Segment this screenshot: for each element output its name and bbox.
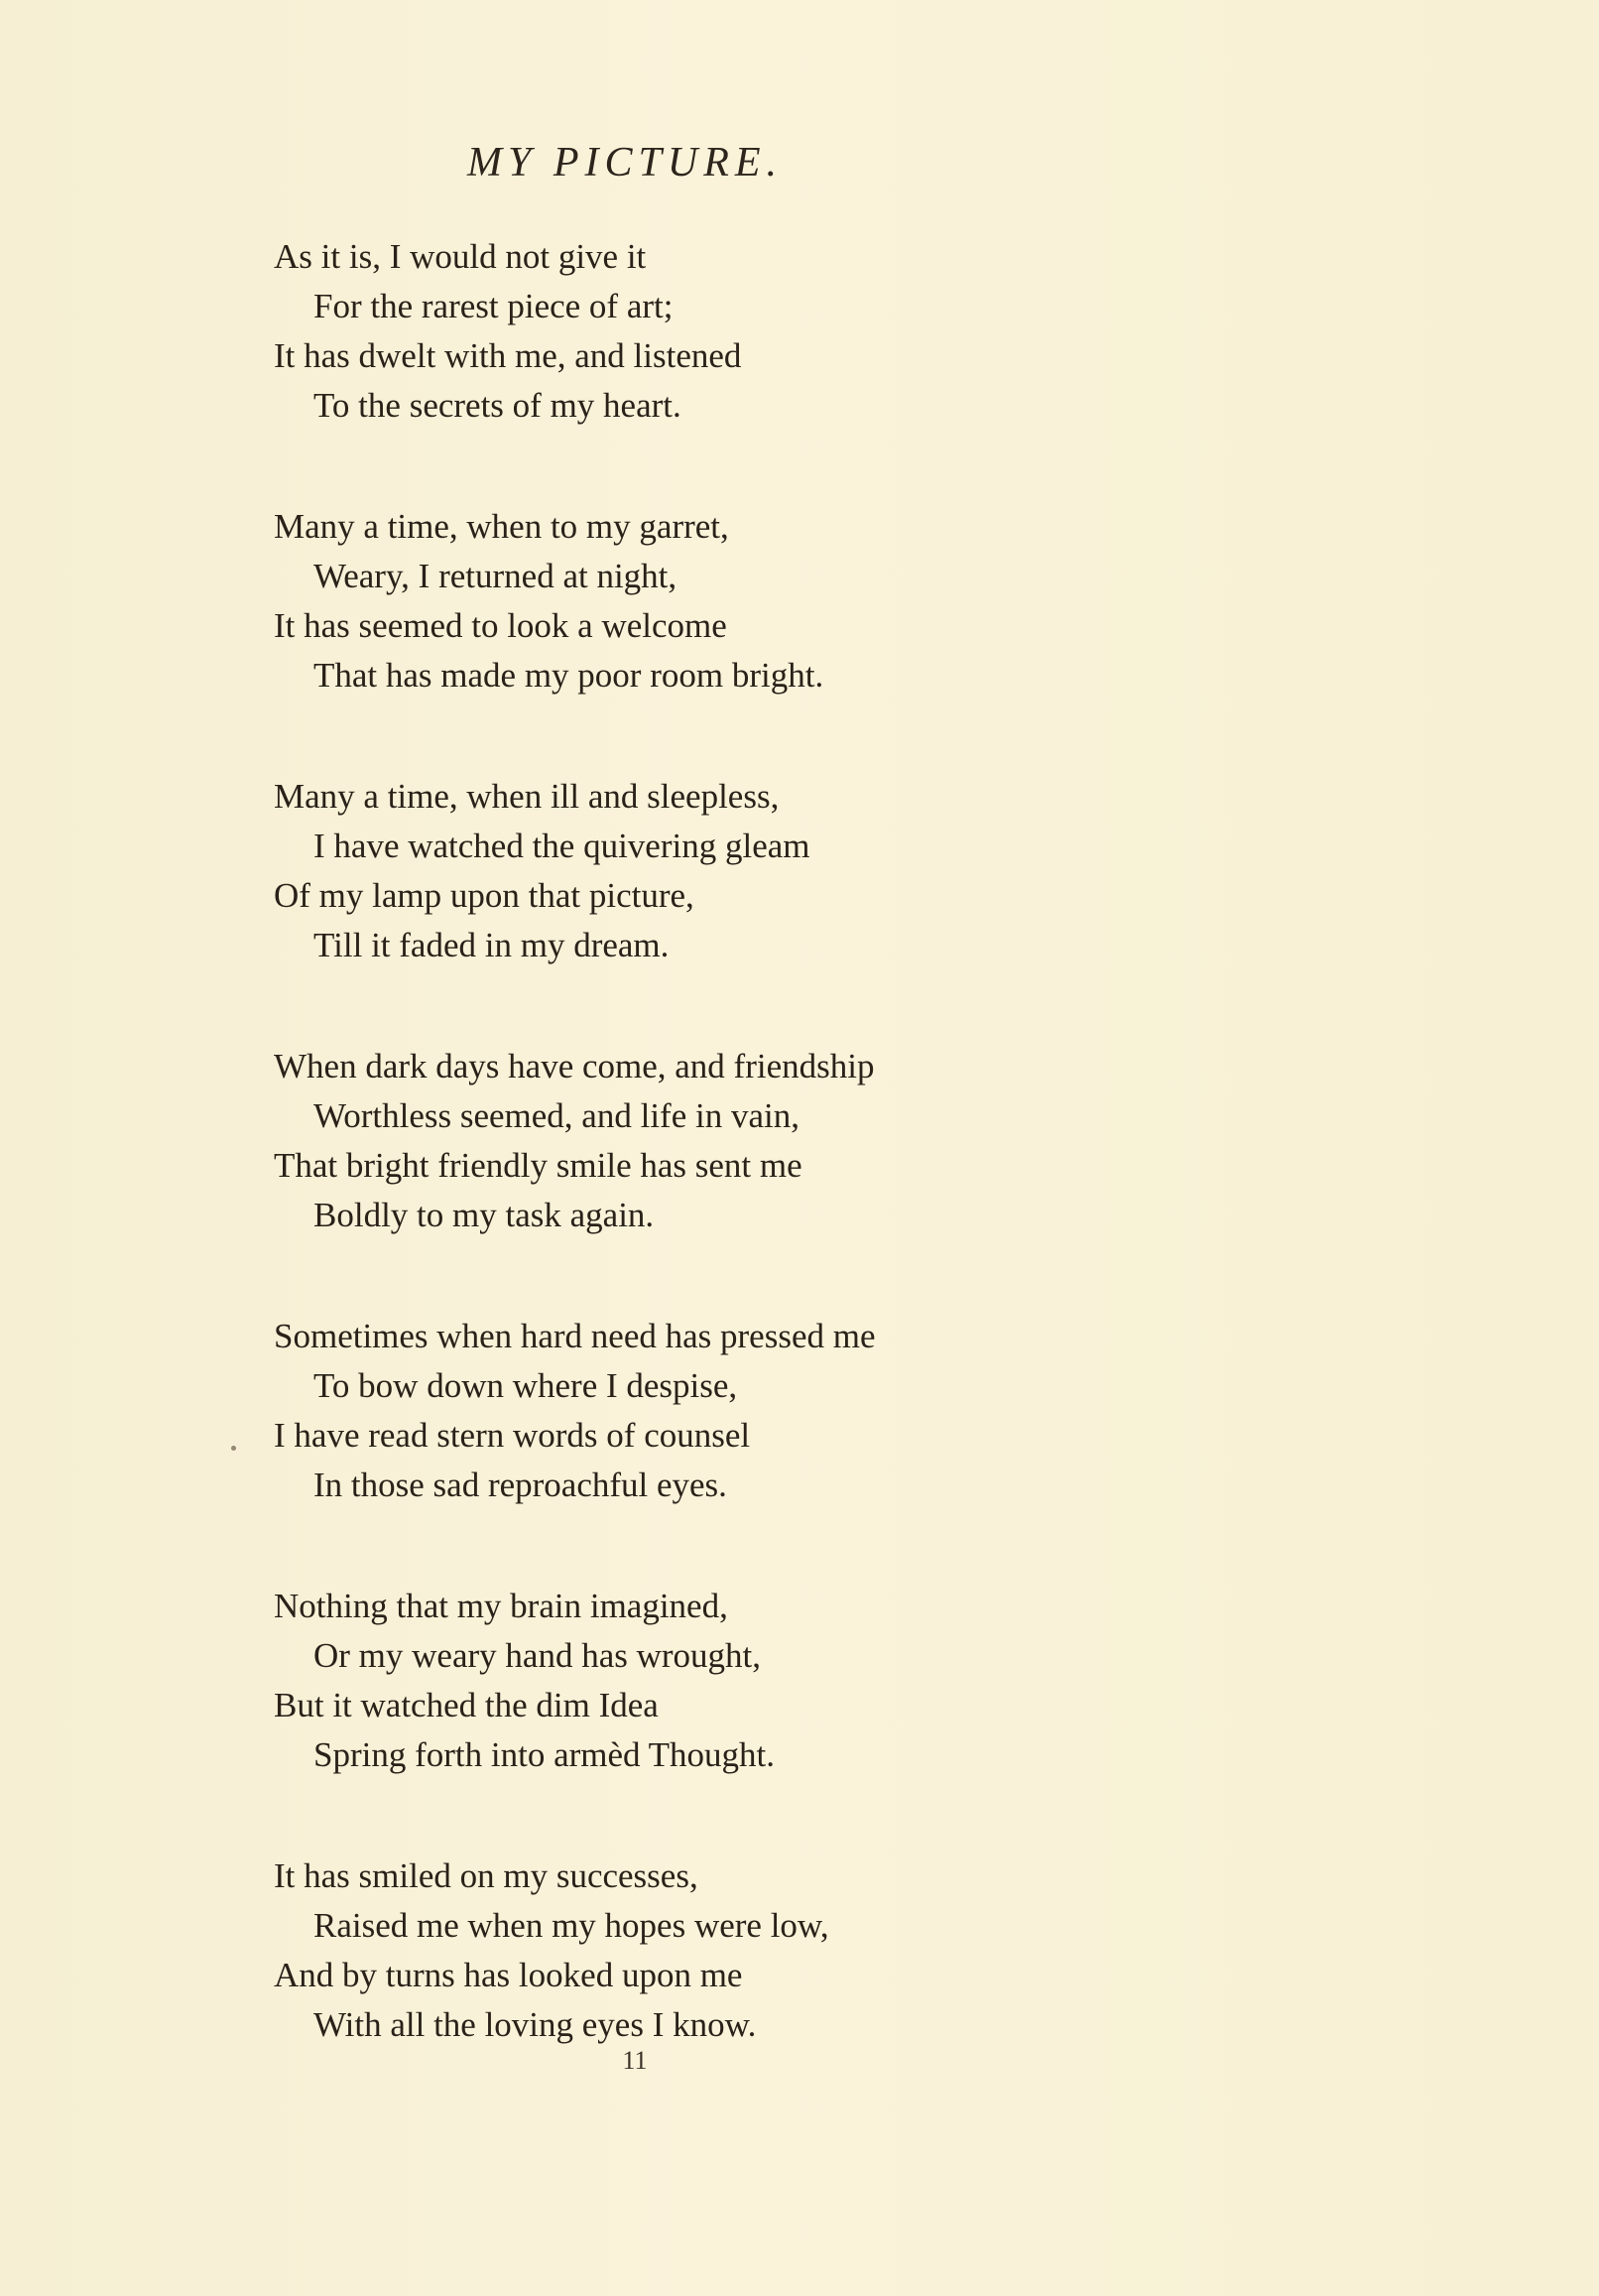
poem-line: But it watched the dim Idea (274, 1686, 659, 1724)
poem-line: That bright friendly smile has sent me (274, 1146, 802, 1185)
poem-line: And by turns has looked upon me (274, 1956, 743, 1994)
poem-line: As it is, I would not give it (274, 237, 647, 276)
poem-line: Weary, I returned at night, (313, 557, 677, 595)
poem-line: Sometimes when hard need has pressed me (274, 1317, 876, 1355)
stanza-6 (274, 1582, 1087, 1780)
poem-line: For the rarest piece of art; (313, 287, 674, 325)
stanza-5 (274, 1312, 1087, 1510)
poem-line: To the secrets of my heart. (313, 386, 681, 425)
poem-line: It has dwelt with me, and listened (274, 336, 742, 375)
poem-line: Raised me when my hopes were low, (313, 1906, 829, 1945)
poem-line: When dark days have come, and friendship (274, 1047, 875, 1085)
poem-line: Many a time, when to my garret, (274, 507, 729, 546)
poem-title: MY PICTURE. (467, 140, 783, 186)
poem-line: To bow down where I despise, (313, 1366, 738, 1405)
poem-line: Spring forth into armèd Thought. (313, 1735, 775, 1774)
stanza-1 (274, 232, 1087, 431)
poem-line: That has made my poor room bright. (313, 656, 824, 695)
stanza-7 (274, 1851, 1087, 2050)
poem-line: It has seemed to look a welcome (274, 606, 727, 645)
poem-body (274, 232, 1087, 2121)
poem-line: Many a time, when ill and sleepless, (274, 777, 780, 816)
poem-line: With all the loving eyes I know. (313, 2005, 757, 2044)
poem-line: Till it faded in my dream. (313, 926, 670, 964)
poem-line: I have watched the quivering gleam (313, 827, 810, 865)
poem-line: Of my lamp upon that picture, (274, 876, 694, 915)
poem-line: I have read stern words of counsel (274, 1416, 751, 1455)
stanza-2 (274, 502, 1087, 701)
poem-line: Worthless seemed, and life in vain, (313, 1096, 800, 1135)
page-number: 11 (622, 2046, 648, 2075)
stanza-4 (274, 1042, 1087, 1240)
poem-line: Boldly to my task again. (313, 1196, 655, 1234)
poem-line: Nothing that my brain imagined, (274, 1587, 728, 1625)
poem-line: In those sad reproachful eyes. (313, 1466, 727, 1504)
print-speck (231, 1446, 236, 1451)
poem-line: Or my weary hand has wrought, (313, 1636, 762, 1675)
stanza-3 (274, 772, 1087, 970)
poem-line: It has smiled on my successes, (274, 1856, 698, 1895)
